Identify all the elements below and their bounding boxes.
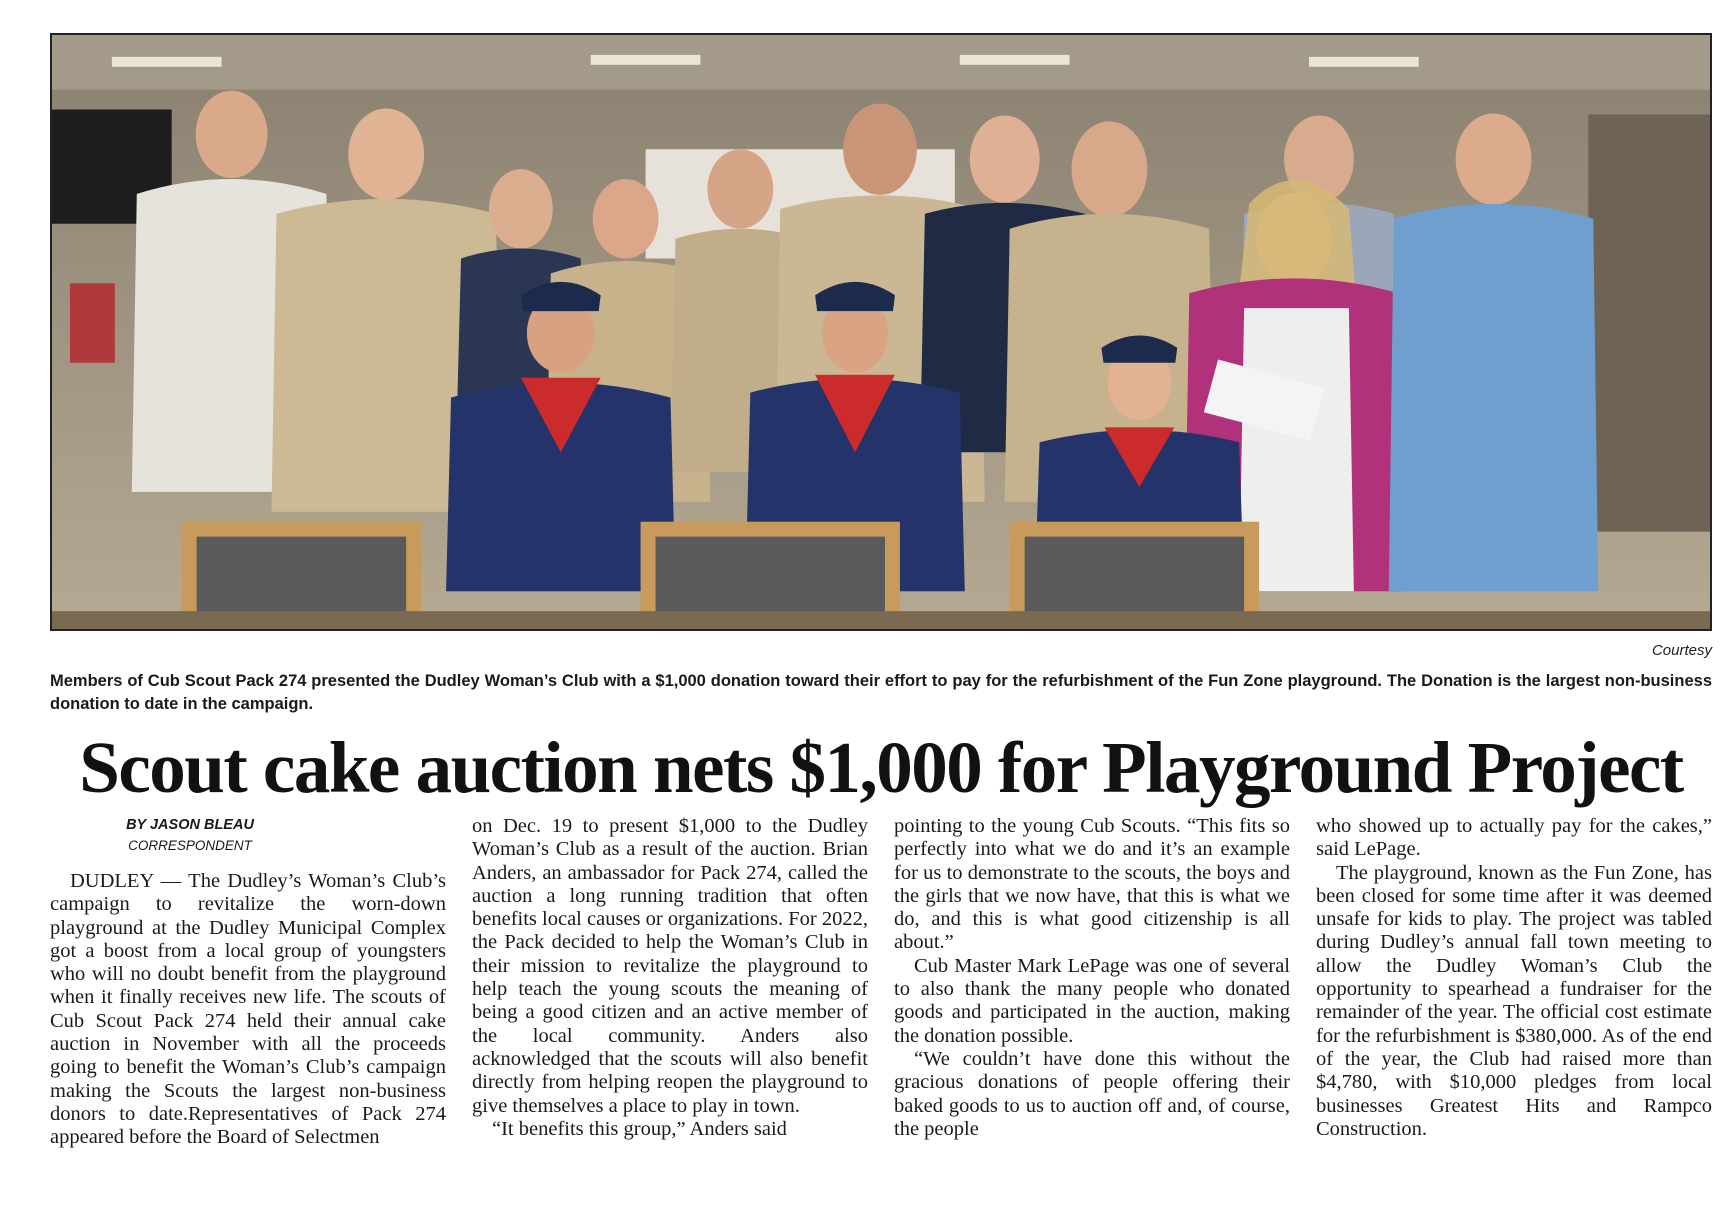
article-paragraph: DUDLEY — The Dudley’s Woman’s Club’s campaign to revitalize the worn-down playground at the Dudley Municipal Complex got a boost from a local group of youngsters who will no doubt benefit from the playground when it finally receives new life. The scouts of Cub Scout Pack 274 held their annual cake auction in November with all the proceeds going to benefit the Woman’s Club’s campaign making the Scouts the largest non-business donors to date.Representatives of Pack 274 appeared before the Board of Selectmen [50, 870, 446, 1149]
byline: BY JASON BLEAU [126, 817, 254, 833]
article-paragraph: The playground, known as the Fun Zone, has been closed for some time after it was deemed unsafe for kids to play. The project was tabled during Dudley’s annual fall town meeting to allow the Dudley Woman’s Club the opportunity to spearhead a fundraiser for the remainder of the year. The official cost estimate for the refurbishment is $380,000. As of the end of the year, the Club had raised more than $4,780, with $10,000 pledges from local businesses Greatest Hits and Rampco Construction. [1316, 861, 1712, 1140]
photo-credit: Courtesy [1651, 642, 1712, 659]
article-column-3 [894, 815, 1290, 1141]
article-paragraph: “We couldn’t have done this without the gracious donations of people offering their baked goods to us to auction off and, of course, the people [894, 1047, 1290, 1140]
photo-caption: Members of Cub Scout Pack 274 presented the Dudley Woman’s Club with a $1,000 donation toward their effort to pay for the refurbishment of the Fun Zone playground. The Donation is the largest non-business donation to date in the campaign. [50, 672, 1712, 713]
article-headline: Scout cake auction nets $1,000 for Playground Project [79, 727, 1683, 808]
article-column-2 [472, 815, 868, 1141]
article-paragraph: pointing to the young Cub Scouts. “This fits so perfectly into what we do and it’s an example for us to demonstrate to the scouts, the boys and the girls that we now have, that this is what we do, and this is what good citizenship is all about.” [894, 815, 1290, 954]
article-column-4 [1316, 815, 1712, 1141]
article-paragraph: Cub Master Mark LePage was one of several to also thank the many people who donated goods and participated in the auction, making the donation possible. [894, 954, 1290, 1047]
article-column-1 [50, 815, 446, 1150]
group-photo [50, 33, 1712, 631]
group-photo-illustration [52, 35, 1710, 629]
byline-role: CORRESPONDENT [128, 838, 252, 853]
article-body [50, 815, 1712, 1215]
article-paragraph: on Dec. 19 to present $1,000 to the Dudley Woman’s Club as a result of the auction. Brian Anders, an ambassador for Pack 274, called the auction a long running tradition that often benefits local causes or organizations. For 2022, the Pack decided to help the Woman’s Club in their mission to revitalize the playground to help teach the young scouts the meaning of being a good citizen and an active member of the local community. Anders also acknowledged that the scouts will also benefit directly from helping reopen the playground to give themselves a place to play in town. [472, 815, 868, 1117]
article-paragraph: who showed up to actually pay for the cakes,” said LePage. [1316, 815, 1712, 861]
article-paragraph: “It benefits this group,” Anders said [492, 1117, 787, 1140]
